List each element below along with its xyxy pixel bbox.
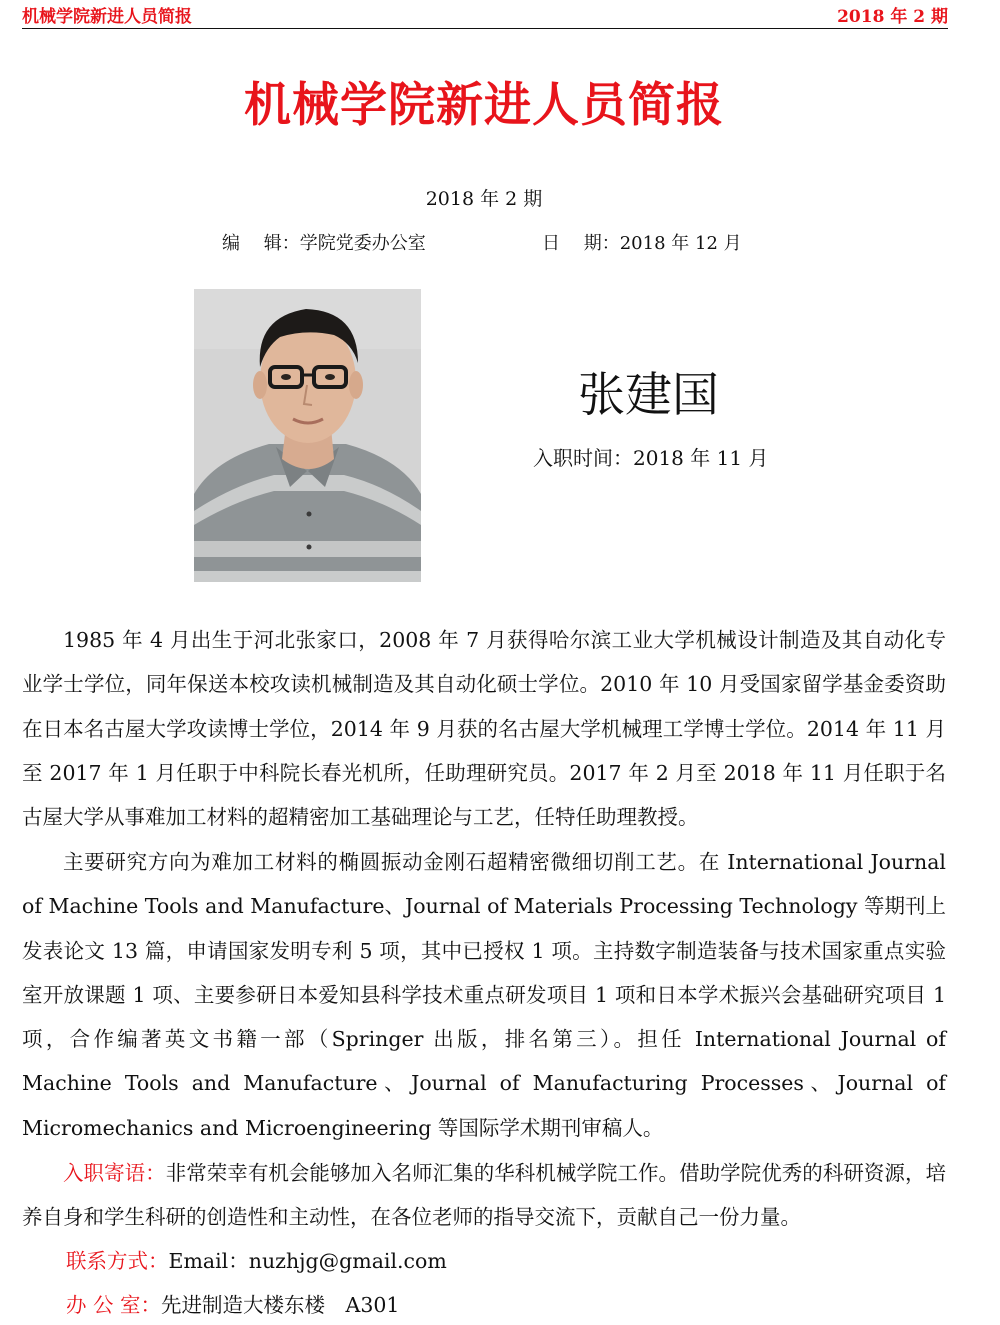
hire-date-value: 2018 年 11 月 bbox=[633, 446, 769, 470]
bio-paragraph-education: 1985 年 4 月出生于河北张家口，2008 年 7 月获得哈尔滨工业大学机械设计制造及其自动化专业学士学位，同年保送本校攻读机械制造及其自动化硕士学位。2010 年 10 月受国家留学基金委资助在日本名古屋大学攻读博士学位，2014 年 9 月获的名古屋大学机械理工学博士学位。2014 年 11 月至 2017 年 1 月任职于中科院长春光机所，任助理研究员。2017 年 2 月至 2018 年 11 月任职于名古屋大学从事难加工材料的超精密加工基础理论与工艺，任特任助理教授。 bbox=[22, 628, 946, 830]
running-header-left: 机械学院新进人员简报 bbox=[22, 7, 192, 27]
contact-label: 联系方式： bbox=[66, 1249, 169, 1273]
editor-line bbox=[222, 229, 426, 255]
welcome-message-label: 入职寄语： bbox=[63, 1161, 166, 1185]
issue-number: 2018 年 2 期 bbox=[425, 188, 543, 210]
editor-value: 学院党委办公室 bbox=[299, 233, 426, 254]
hire-date-label: 入职时间： bbox=[533, 446, 633, 470]
running-header-right: 2018 年 2 期 bbox=[837, 7, 948, 27]
bulletin-title: 机械学院新进人员简报 bbox=[244, 78, 724, 133]
contact-email[interactable]: Email：nuzhjg@gmail.com bbox=[168, 1249, 447, 1273]
office-line bbox=[66, 1288, 399, 1318]
contact-line bbox=[66, 1244, 447, 1274]
hire-date bbox=[533, 442, 768, 471]
portrait-photo bbox=[194, 289, 421, 582]
date-value: 2018 年 12 月 bbox=[619, 233, 742, 254]
office-label: 办 公 室： bbox=[66, 1293, 162, 1317]
date-line bbox=[542, 229, 742, 255]
person-name: 张建国 bbox=[578, 368, 719, 423]
header-divider bbox=[22, 28, 948, 29]
welcome-message bbox=[22, 1151, 946, 1240]
bio-paragraph-research: 主要研究方向为难加工材料的椭圆振动金刚石超精密微细切削工艺。在 International Journal of Machine Tools and Manufacture、Journal of Materials Processing Technology 等期刊上发表论文 13 篇，申请国家发明专利 5 项，其中已授权 1 项。主持数字制造装备与技术国家重点实验室开放课题 1 项、主要参研日本爱知县科学技术重点研发项目 1 项和日本学术振兴会基础研究项目 1 项，合作编著英文书籍一部（Springer 出版，排名第三）。担任 International Journal of Machine Tools and Manufacture、Journal of Manufacturing Processes、Journal of Micromechanics and Microengineering 等国际学术期刊审稿人。 bbox=[22, 850, 946, 1140]
welcome-message-text: 非常荣幸有机会能够加入名师汇集的华科机械学院工作。借助学院优秀的科研资源，培养自身和学生科研的创造性和主动性，在各位老师的指导交流下，贡献自己一份力量。 bbox=[22, 1161, 947, 1230]
editor-label: 编 辑： bbox=[222, 233, 300, 254]
office-location: 先进制造大楼东楼 A301 bbox=[161, 1293, 400, 1317]
date-label: 日 期： bbox=[542, 233, 620, 254]
